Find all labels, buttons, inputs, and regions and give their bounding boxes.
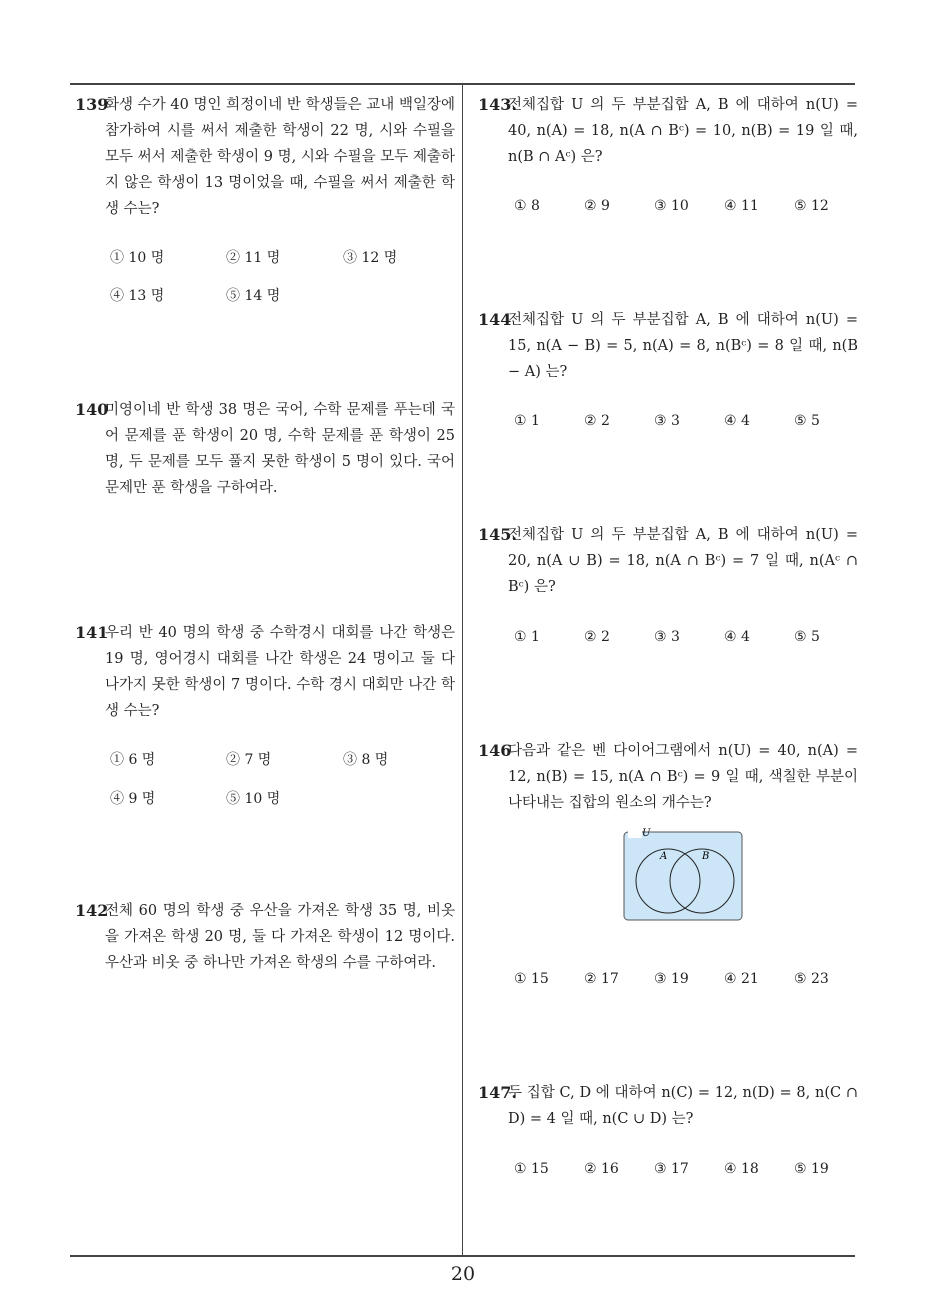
choice-2[interactable]: ② 11 명	[226, 250, 281, 266]
choice-5[interactable]: ⑤ 14 명	[226, 288, 281, 304]
problem-number: 146	[478, 741, 512, 760]
problem-text: 전체집합 U 의 두 부분집합 A, B 에 대하여 n(U) = 20, n(A ∪ B) = 18, n(A ∩ Bᶜ) = 7 일 때, n(Aᶜ ∩ Bᶜ) 은?	[508, 527, 858, 595]
choice-1[interactable]: ① 1	[514, 629, 540, 645]
choice-2[interactable]: ② 2	[584, 413, 610, 429]
choice-4[interactable]: ④ 18	[724, 1161, 759, 1177]
universe-label: U	[642, 828, 651, 839]
problem-number: 142	[75, 901, 109, 920]
choice-2[interactable]: ② 9	[584, 198, 610, 214]
choice-4[interactable]: ④ 13 명	[110, 288, 165, 304]
choice-1[interactable]: ① 15	[514, 1161, 549, 1177]
page-number: 20	[450, 1263, 476, 1285]
problem-142	[75, 898, 455, 976]
problem-145	[478, 522, 858, 600]
choice-2[interactable]: ② 2	[584, 629, 610, 645]
problem-139	[75, 92, 455, 222]
choice-2[interactable]: ② 17	[584, 971, 619, 987]
choice-1[interactable]: ① 15	[514, 971, 549, 987]
problem-number: 145.	[478, 525, 517, 544]
choice-4[interactable]: ④ 9 명	[110, 791, 156, 807]
problem-146	[478, 738, 858, 816]
problem-text: 우리 반 40 명의 학생 중 수학경시 대회를 나간 학생은 19 명, 영어경시 대회를 나간 학생은 24 명이고 둘 다 나가지 못한 학생이 7 명이다. 수학 경시 대회만 나간 학생 수는?	[105, 625, 455, 719]
choice-2[interactable]: ② 7 명	[226, 752, 272, 768]
choice-3[interactable]: ③ 3	[654, 413, 680, 429]
problem-number: 140	[75, 400, 109, 419]
choice-3[interactable]: ③ 8 명	[343, 752, 389, 768]
choice-3[interactable]: ③ 10	[654, 198, 689, 214]
choice-5[interactable]: ⑤ 19	[794, 1161, 829, 1177]
problem-147	[478, 1080, 858, 1132]
choice-4[interactable]: ④ 4	[724, 413, 750, 429]
choice-3[interactable]: ③ 17	[654, 1161, 689, 1177]
choice-4[interactable]: ④ 21	[724, 971, 759, 987]
problem-143	[478, 92, 858, 170]
problem-number: 139	[75, 95, 109, 114]
choice-3[interactable]: ③ 12 명	[343, 250, 398, 266]
choice-4[interactable]: ④ 11	[724, 198, 759, 214]
choice-5[interactable]: ⑤ 23	[794, 971, 829, 987]
choice-1[interactable]: ① 6 명	[110, 752, 156, 768]
bottom-rule	[70, 1255, 855, 1257]
choice-5[interactable]: ⑤ 5	[794, 629, 820, 645]
set-b-label: B	[702, 851, 710, 862]
choice-5[interactable]: ⑤ 10 명	[226, 791, 281, 807]
venn-diagram	[622, 826, 746, 924]
problem-141	[75, 620, 455, 724]
choice-3[interactable]: ③ 3	[654, 629, 680, 645]
problem-text: 전체집합 U 의 두 부분집합 A, B 에 대하여 n(U) = 15, n(A − B) = 5, n(A) = 8, n(Bᶜ) = 8 일 때, n(B − A) 는?	[508, 312, 858, 380]
problem-number: 143.	[478, 95, 517, 114]
choice-5[interactable]: ⑤ 12	[794, 198, 829, 214]
problem-text: 전체 60 명의 학생 중 우산을 가져온 학생 35 명, 비옷을 가져온 학생 20 명, 둘 다 가져온 학생이 12 명이다. 우산과 비옷 중 하나만 가져온 학생의 수를 구하여라.	[105, 903, 455, 971]
choice-1[interactable]: ① 8	[514, 198, 540, 214]
set-a-label: A	[660, 851, 668, 862]
problem-140	[75, 397, 455, 501]
problem-number: 144	[478, 310, 512, 329]
choice-1[interactable]: ① 1	[514, 413, 540, 429]
problem-144	[478, 307, 858, 385]
choice-3[interactable]: ③ 19	[654, 971, 689, 987]
problem-number: 141	[75, 623, 109, 642]
choice-1[interactable]: ① 10 명	[110, 250, 165, 266]
choice-2[interactable]: ② 16	[584, 1161, 619, 1177]
problem-text: 다음과 같은 벤 다이어그램에서 n(U) = 40, n(A) = 12, n(B) = 15, n(A ∩ Bᶜ) = 9 일 때, 색칠한 부분이 나타내는 집합의 원소의 개수는?	[508, 743, 858, 811]
problem-number: 147.	[478, 1083, 517, 1102]
choice-4[interactable]: ④ 4	[724, 629, 750, 645]
problem-text: 전체집합 U 의 두 부분집합 A, B 에 대하여 n(U) = 40, n(A) = 18, n(A ∩ Bᶜ) = 10, n(B) = 19 일 때, n(B ∩ Aᶜ) 은?	[508, 97, 858, 165]
problem-text: 미영이네 반 학생 38 명은 국어, 수학 문제를 푸는데 국어 문제를 푼 학생이 20 명, 수학 문제를 푼 학생이 25 명, 두 문제를 모두 풀지 못한 학생이 5 명이 있다. 국어 문제만 푼 학생을 구하여라.	[105, 402, 455, 496]
problem-text: 두 집합 C, D 에 대하여 n(C) = 12, n(D) = 8, n(C ∩ D) = 4 일 때, n(C ∪ D) 는?	[508, 1085, 858, 1127]
column-divider	[462, 84, 463, 1255]
choice-5[interactable]: ⑤ 5	[794, 413, 820, 429]
problem-text: 화생 수가 40 명인 희정이네 반 학생들은 교내 백일장에 참가하여 시를 써서 제출한 학생이 22 명, 시와 수필을 모두 써서 제출한 학생이 9 명, 시와 수필을 모두 제출하지 않은 학생이 13 명이었을 때, 수필을 써서 제출한 학생 수는?	[105, 97, 455, 217]
